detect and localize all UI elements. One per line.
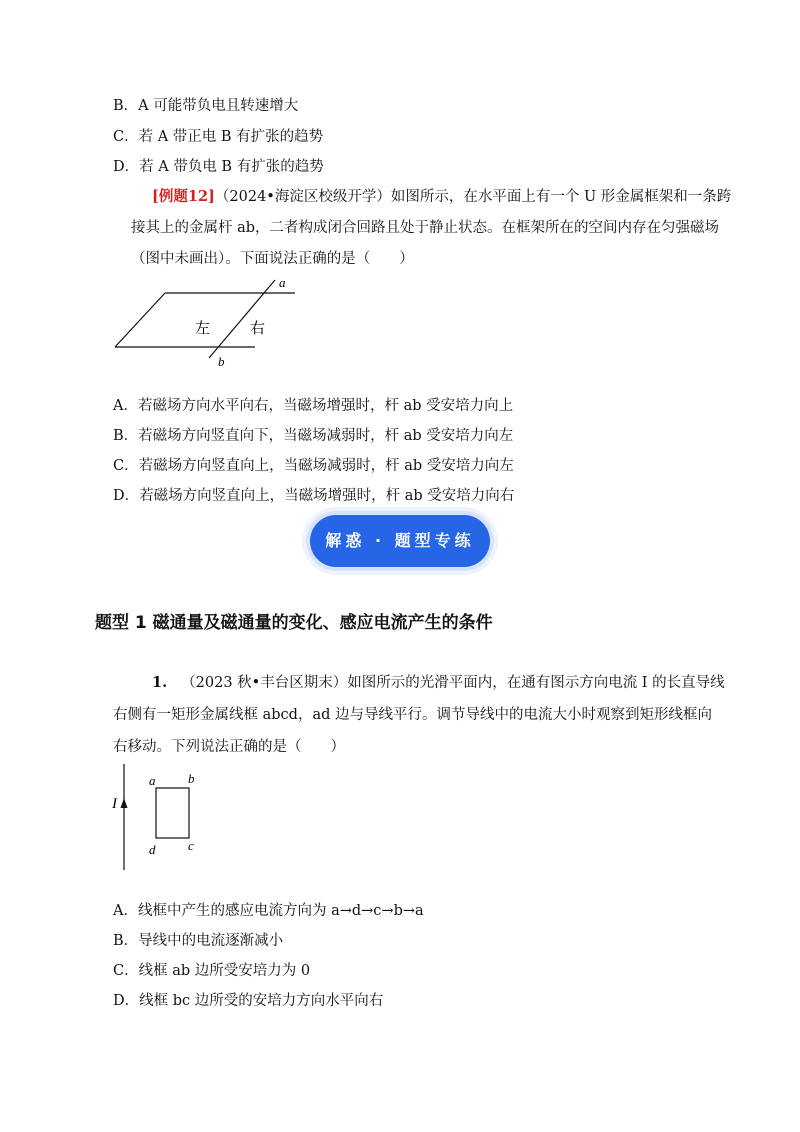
prev-option-c: C．若 A 带正电 B 有扩张的趋势	[113, 129, 324, 145]
example-option-b: B．若磁场方向竖直向下，当磁场减弱时，杆 ab 受安培力向左	[113, 428, 514, 444]
question-1-line-3: 右移动。下列说法正确的是（ ）	[113, 739, 345, 755]
question-1-number: 1.	[152, 674, 168, 691]
wire-loop-figure	[108, 760, 218, 875]
label-b: b	[188, 771, 195, 786]
u-frame-figure	[105, 272, 305, 372]
rectangular-loop	[156, 788, 189, 838]
question-1-line-2: 右侧有一矩形金属线框 abcd，ad 边与导线平行。调节导线中的电流大小时观察到矩形线框向	[113, 707, 712, 723]
question-1-line-1	[152, 673, 725, 693]
practice-badge	[310, 515, 490, 567]
example-text-1: （2024•海淀区校级开学）如图所示，在水平面上有一个 U 形金属框架和一条跨	[214, 189, 732, 205]
label-a: a	[149, 773, 156, 788]
question-1-option-b: B．导线中的电流逐渐减小	[113, 933, 284, 949]
section-heading: 题型 1 磁通量及磁通量的变化、感应电流产生的条件	[95, 613, 493, 633]
label-d: d	[149, 842, 156, 857]
label-b: b	[218, 354, 225, 369]
current-arrow-icon	[121, 798, 128, 808]
label-left: 左	[195, 321, 211, 337]
question-1-option-c: C．线框 ab 边所受安培力为 0	[113, 963, 311, 979]
label-c: c	[188, 838, 194, 853]
badge-text: 解惑 · 题型专练	[325, 531, 475, 550]
frame-left-side	[115, 293, 165, 347]
example-option-c: C．若磁场方向竖直向上，当磁场减弱时，杆 ab 受安培力向左	[113, 458, 514, 474]
question-1-text-1: （2023 秋•丰台区期末）如图所示的光滑平面内，在通有图示方向电流 I 的长直导线	[181, 675, 725, 691]
label-right: 右	[250, 321, 266, 337]
prev-option-d: D．若 A 带负电 B 有扩张的趋势	[113, 159, 324, 175]
example-line-1	[152, 187, 731, 207]
question-1-option-a: A．线框中产生的感应电流方向为 a→d→c→b→a	[113, 903, 424, 919]
example-line-3: （图中未画出）。下面说法正确的是（ ）	[131, 251, 414, 267]
example-tag: [例题12]	[152, 188, 215, 205]
question-1-option-d: D．线框 bc 边所受的安培力方向水平向右	[113, 993, 384, 1009]
example-line-2: 接其上的金属杆 ab，二者构成闭合回路且处于静止状态。在框架所在的空间内存在匀强磁场	[131, 220, 720, 236]
label-current: I	[112, 796, 117, 812]
rod-ab	[209, 280, 275, 358]
example-option-a: A．若磁场方向水平向右，当磁场增强时，杆 ab 受安培力向上	[113, 398, 514, 414]
example-option-d: D．若磁场方向竖直向上，当磁场增强时，杆 ab 受安培力向右	[113, 488, 515, 504]
label-a: a	[279, 275, 286, 290]
prev-option-b: B．A 可能带负电且转速增大	[113, 98, 299, 114]
